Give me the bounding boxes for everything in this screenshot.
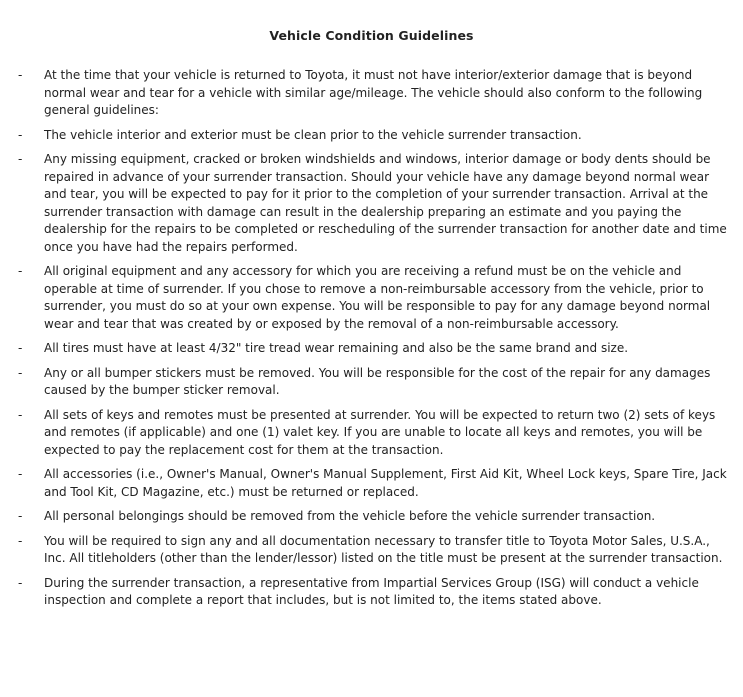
- guidelines-list: [18, 67, 730, 617]
- page-title: Vehicle Condition Guidelines: [269, 28, 474, 43]
- guideline-text: All sets of keys and remotes must be presented at surrender. You will be expected to return two (2) sets of keys and remotes (if applicable) and one (1) valet key. If you are unable to locate all keys and remotes, you will be expected to pay the replacement cost for them at the transaction.: [44, 407, 716, 457]
- guideline-item: [18, 365, 730, 400]
- bullet-marker: -: [18, 467, 23, 481]
- bullet-marker: -: [18, 68, 23, 82]
- bullet-marker: -: [18, 407, 23, 422]
- guideline-item: [18, 407, 730, 460]
- guideline-text: Any missing equipment, cracked or broken windshields and windows, interior damage or body dents should be repaired in advance of your surrender transaction. Should your vehicle have any damage beyond normal wear and tear, you will be expected to pay for it prior to the completion of your surrender transaction. Arrival at the surrender transaction with damage can result in the dealership preparing an estimate and you paying the dealership for the repairs to be completed or rescheduling of the surrender transaction for another date and time once you have had the repairs performed.: [44, 152, 727, 254]
- guideline-text: All tires must have at least 4/32" tire tread wear remaining and also be the same brand and size.: [44, 341, 629, 355]
- guideline-item: [18, 127, 730, 145]
- guideline-item: [18, 508, 730, 526]
- bullet-marker: -: [18, 127, 23, 142]
- guideline-text: Any or all bumper stickers must be removed. You will be responsible for the cost of the repair for any damages caused by the bumper sticker removal.: [44, 365, 711, 397]
- bullet-marker: -: [18, 264, 23, 278]
- bullet-marker: -: [18, 533, 23, 548]
- guideline-item: [18, 340, 730, 358]
- guideline-text: All personal belongings should be removed from the vehicle before the vehicle surrender transaction.: [44, 509, 656, 523]
- guideline-text: You will be required to sign any and all documentation necessary to transfer title to Toyota Motor Sales, U.S.A., Inc. All titleholders (other than the lender/lessor) listed on the title must be present at the surrender transaction.: [44, 533, 723, 565]
- guideline-item: [18, 67, 730, 120]
- bullet-marker: -: [18, 152, 23, 166]
- guideline-item: [18, 151, 730, 256]
- bullet-marker: -: [18, 509, 23, 523]
- guideline-item: [18, 533, 730, 568]
- guideline-item: [18, 466, 730, 501]
- bullet-marker: -: [18, 575, 23, 590]
- guideline-text: At the time that your vehicle is returned to Toyota, it must not have interior/exterior damage that is beyond normal wear and tear for a vehicle with similar age/mileage. The vehicle should also conform to the following general guidelines:: [44, 68, 703, 117]
- guideline-text: All original equipment and any accessory for which you are receiving a refund must be on the vehicle and operable at time of surrender. If you chose to remove a non-reimbursable accessory from the vehicle, prior to surrender, you must do so at your own expense. You will be responsible to pay for any damage beyond normal wear and tear that was created by or exposed by the removal of a non-reimbursable accessory.: [44, 264, 711, 331]
- guideline-text: All accessories (i.e., Owner's Manual, Owner's Manual Supplement, First Aid Kit, Wheel Lock keys, Spare Tire, Jack and Tool Kit, CD Magazine, etc.) must be returned or replaced.: [44, 467, 727, 499]
- bullet-marker: -: [18, 365, 23, 380]
- guideline-item: [18, 575, 730, 610]
- guideline-item: [18, 263, 730, 333]
- bullet-marker: -: [18, 341, 23, 355]
- guideline-text: During the surrender transaction, a representative from Impartial Services Group (ISG) will conduct a vehicle inspection and complete a report that includes, but is not limited to, the items stated above.: [44, 575, 699, 607]
- guideline-text: The vehicle interior and exterior must be clean prior to the vehicle surrender transaction.: [44, 127, 582, 142]
